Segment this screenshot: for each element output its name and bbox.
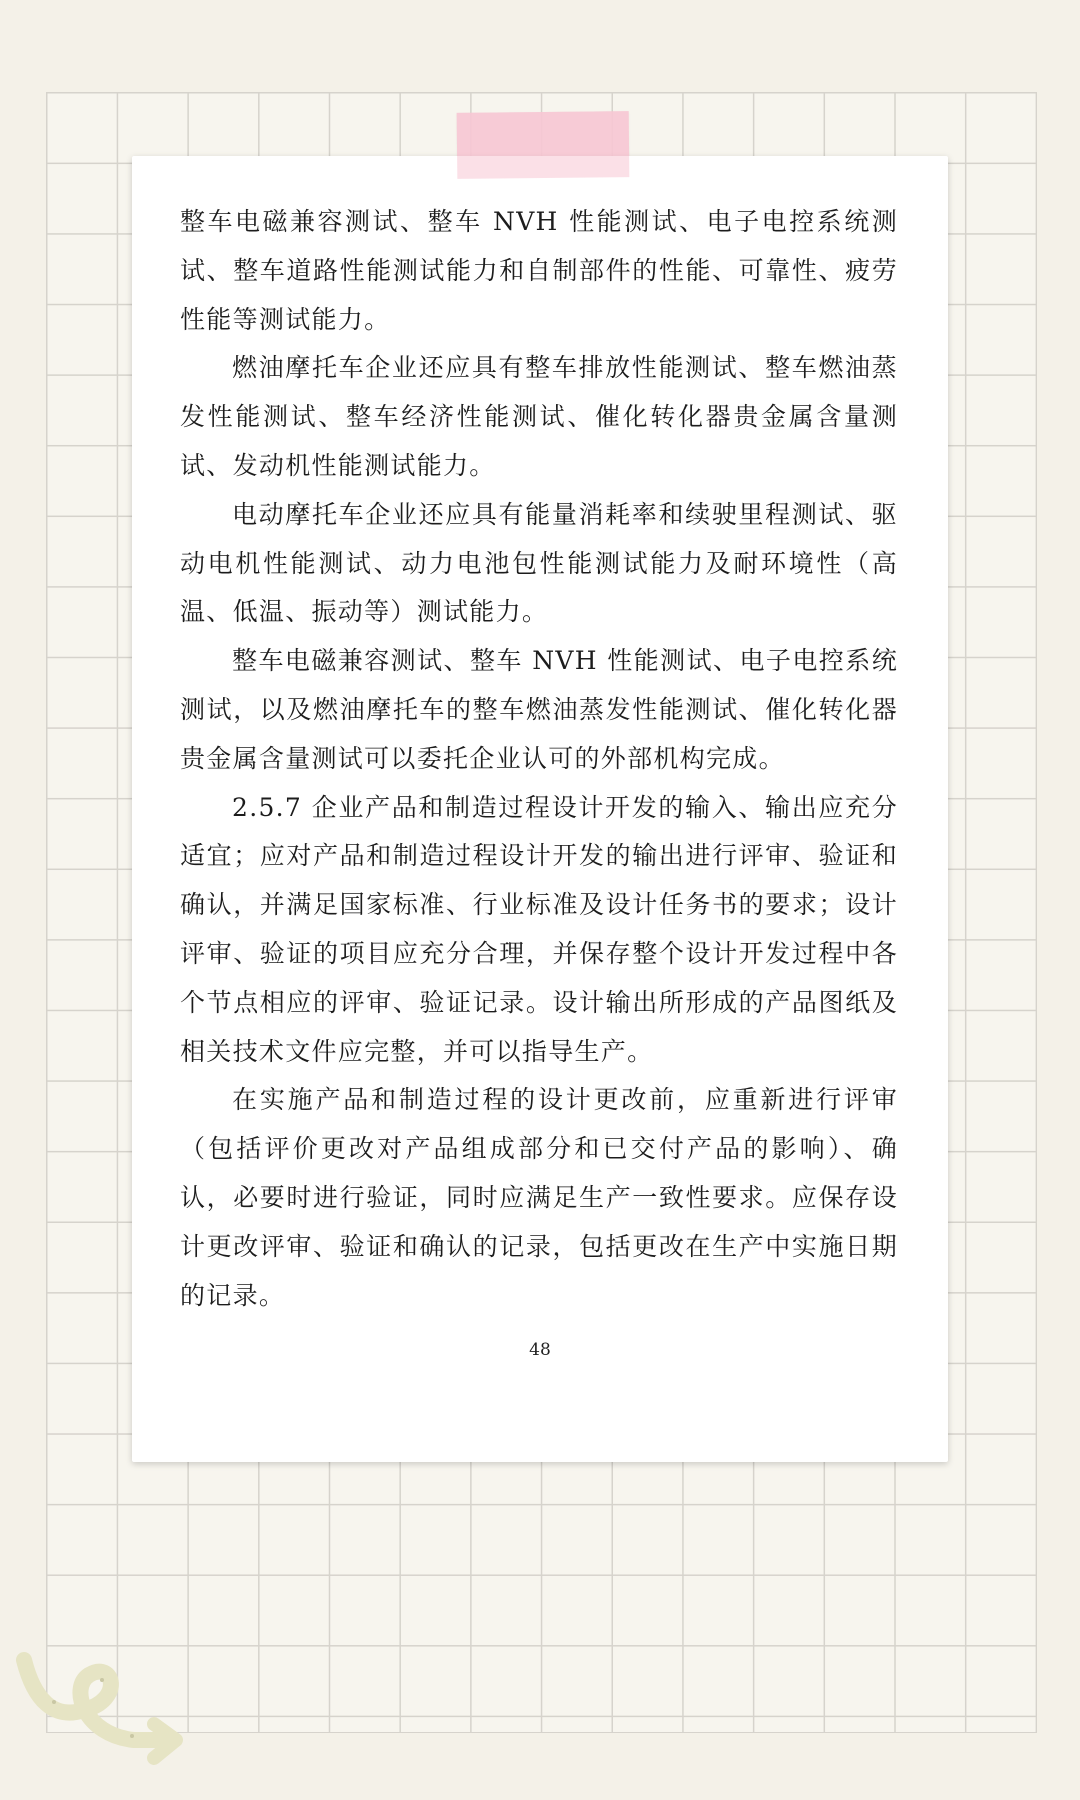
squiggle-arrow-icon [14, 1640, 184, 1780]
pink-tape-overlay [457, 111, 630, 179]
paragraph-1: 整车电磁兼容测试、整车 NVH 性能测试、电子电控系统测试、整车道路性能测试能力和自制部件的性能、可靠性、疲劳性能等测试能力。 [180, 207, 898, 334]
paragraph-4: 整车电磁兼容测试、整车 NVH 性能测试、电子电控系统测试，以及燃油摩托车的整车燃油蒸发性能测试、催化转化器贵金属含量测试可以委托企业认可的外部机构完成。 [180, 646, 898, 773]
paragraph-3: 电动摩托车企业还应具有能量消耗率和续驶里程测试、驱动电机性能测试、动力电池包性能测试能力及耐环境性（高温、低温、振动等）测试能力。 [180, 499, 898, 627]
document-body [180, 198, 898, 1320]
paragraph-5: 2.5.7 企业产品和制造过程设计开发的输入、输出应充分适宜；应对产品和制造过程设计开发的输出进行评审、验证和确认，并满足国家标准、行业标准及设计任务书的要求；设计评审、验证的项目应充分合理，并保存整个设计开发过程中各个节点相应的评审、验证记录。设计输出所形成的产品图纸及相关技术文件应完整，并可以指导生产。 [180, 792, 898, 1066]
page-number: 48 [529, 1340, 551, 1360]
paragraph-2: 燃油摩托车企业还应具有整车排放性能测试、整车燃油蒸发性能测试、整车经济性能测试、催化转化器贵金属含量测试、发动机性能测试能力。 [180, 353, 898, 480]
paragraph-6: 在实施产品和制造过程的设计更改前，应重新进行评审（包括评价更改对产品组成部分和已交付产品的影响）、确认，必要时进行验证，同时应满足生产一致性要求。应保存设计更改评审、验证和确认的记录，包括更改在生产中实施日期的记录。 [180, 1085, 898, 1310]
